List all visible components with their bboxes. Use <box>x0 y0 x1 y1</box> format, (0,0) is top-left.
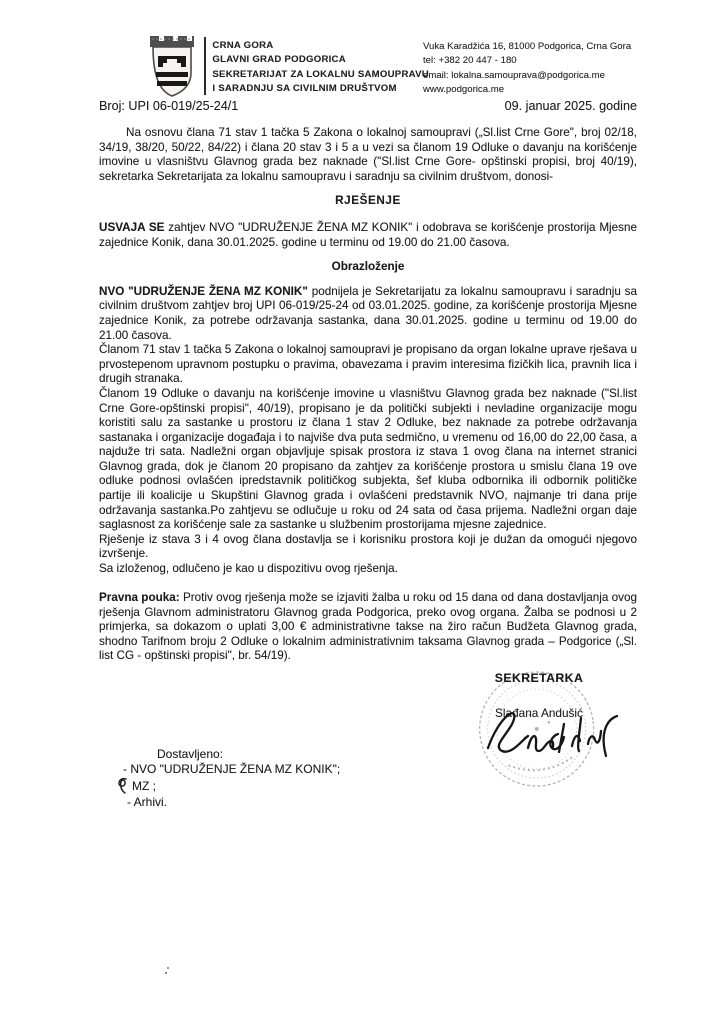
organization-name-block <box>212 35 429 97</box>
distribution-list <box>118 747 340 810</box>
document-body <box>99 126 637 577</box>
request-text: podnijela je Sekretarijatu za lokalnu samoupravu i saradnju sa civilnim društvom zahtjev broj UPI 06-019/25-24 od 03.01.2025. godine, za korišćenje prostorija Mjesne zajednice Konik, za potrebe održavanja sastanka, dana 30.01.2025. godine u terminu od 19.00 do 21.00 časova. <box>99 284 637 342</box>
contact-block <box>423 40 631 97</box>
signer-title: SEKRETARKA <box>494 671 584 685</box>
request-lead: NVO "UDRUŽENJE ŽENA MZ KONIK" <box>99 284 308 298</box>
request-paragraph <box>99 285 637 343</box>
decision-text: zahtjev NVO "UDRUŽENJE ŽENA MZ KONIK" i odobrava se korišćenje prostorija Mjesne zajednice Konik, dana 30.01.2025. godine u terminu od 19.00 do 21.00 časova. <box>99 220 637 249</box>
org-line-secretariat: SEKRETARIJAT ZA LOKALNU SAMOUPRAVU <box>212 68 429 80</box>
handwritten-mark-icon <box>115 776 130 795</box>
distribution-item-mz <box>118 778 340 795</box>
legal-remedy-lead: Pravna pouka: <box>99 591 180 604</box>
scan-artifact <box>165 967 170 974</box>
intro-paragraph: Na osnovu člana 71 stav 1 tačka 5 Zakona o lokalnoj samoupravi („Sl.list Crne Gore", broj 02/18, 34/19, 38/20, 50/22, 84/22) i člana 20 stav 3 i 5 a u vezi sa članom 19 Odluke o davanju na korišćenje imovine u vlasništvu Glavnog grada bez naknade ("Sl.list Crne Gore- opštinski propisi, broj 40/19), sekretarka Sekretarijata za lokalnu samoupravu i saradnju sa civilnim društvom, donosi- <box>99 126 637 183</box>
rationale-heading: Obrazloženje <box>331 260 405 274</box>
org-line-country: CRNA GORA <box>212 40 274 51</box>
document-number: Broj: UPI 06-019/25-24/1 <box>99 99 239 113</box>
decision-lead: USVAJA SE <box>99 220 165 234</box>
conclusion-paragraph: Sa izloženog, odlučeno je kao u dispozitivu ovog rješenja. <box>99 562 398 576</box>
legal-remedy-block <box>99 591 637 664</box>
distribution-item-archive: - Arhivi. <box>127 794 168 809</box>
distribution-item-mz-text: MZ ; <box>132 778 156 793</box>
contact-phone: tel: +382 20 447 - 180 <box>423 55 517 67</box>
delivery-obligation-paragraph: Rješenje iz stava 3 i 4 ovog člana dostavlja se i korisniku prostora koji je dužan da omogući njegovo izvršenje. <box>99 532 637 561</box>
article19-paragraph: Članom 19 Odluke o davanju na korišćenje imovine u vlasništvu Glavnog grada bez naknade ("Sl.list Crne Gore-opštinski propisi", 40/19), propisano je da politički subjekti i nevladine organizacije mogu koristiti salu za sastanke u prostoru iz člana 1 stav 2 Odluke, bez naknade za potrebe održavanja sastanaka i organizacije događaja i to najviše dva puta sedmično, u vremenu od 16,00 do 22,00 časa, a najduže tri sata. Nadležni organ objavljuje spisak prostora iz stava 1 ovog člana na internet stranici Glavnog grada, dok je članom 20 propisano da zahtjev za korišćenje prostora u smislu člana 19 ove odluke podnosi ovlašćen ipredstavnik političkog subjekta, šef kluba odbornika ili odbornik političke partije ili koalicije u Skupštini Glavnog grada i ovlašćeni predstavnik NVO, najmanje tri dana prije održavanja sastanka.Po zahtjevu se odlučuje u roku od 24 sata od časa prijema. Nadležni organ daje saglasnost za korišćenje sale za sastanke u službenim prostorijama mjesne zajednice. <box>99 386 637 532</box>
contact-address: Vuka Karadžića 16, 81000 Podgorica, Crna Gora <box>423 41 632 52</box>
handwritten-signature <box>478 696 628 781</box>
document-number-row <box>99 99 637 113</box>
decision-paragraph <box>99 221 637 250</box>
distribution-item-nvo: - NVO "UDRUŽENJE ŽENA MZ KONIK"; <box>123 762 341 777</box>
document-date: 09. januar 2025. godine <box>504 99 637 113</box>
podgorica-coat-of-arms-icon <box>147 35 197 104</box>
contact-website: www.podgorica.me <box>423 83 505 95</box>
contact-email: email: lokalna.samouprava@podgorica.me <box>423 69 605 81</box>
legal-remedy-text: Protiv ovog rješenja može se izjaviti žalba u roku od 15 dana od dana dostavljanja ovog rješenja Glavnom administratoru Glavnog grada Podgorica, preko ovog organa. Žalba se podnosi u 2 primjerka, sa dokazom o uplati 3,00 € administrativne takse na žiro račun Budžeta Glavnog grada, shodno Tarifnom broju 2 Odluke o lokalnim administrativnim taksama Glavnog grada – Podgorice („Sl. list CG - opštinski propisi", br. 54/19). <box>99 591 637 663</box>
org-line-city: GLAVNI GRAD PODGORICA <box>212 54 346 66</box>
legal-remedy-paragraph <box>99 591 637 664</box>
distribution-label: Dostavljeno: <box>157 747 224 761</box>
org-line-secretariat2: I SARADNJU SA CIVILNIM DRUŠTVOM <box>212 83 397 95</box>
decision-heading: RJEŠENJE <box>335 194 401 208</box>
article71-paragraph: Članom 71 stav 1 tačka 5 Zakona o lokalnoj samoupravi je propisano da organ lokalne uprave rješava u prvostepenom upravnom postupku o pravima, obavezama i pravim interesima fizičkih lica, pravnih lica i drugih stranaka. <box>99 343 637 386</box>
letterhead <box>147 35 639 104</box>
header-divider <box>204 37 206 95</box>
signer-name: Slađana Andušić <box>495 706 583 720</box>
